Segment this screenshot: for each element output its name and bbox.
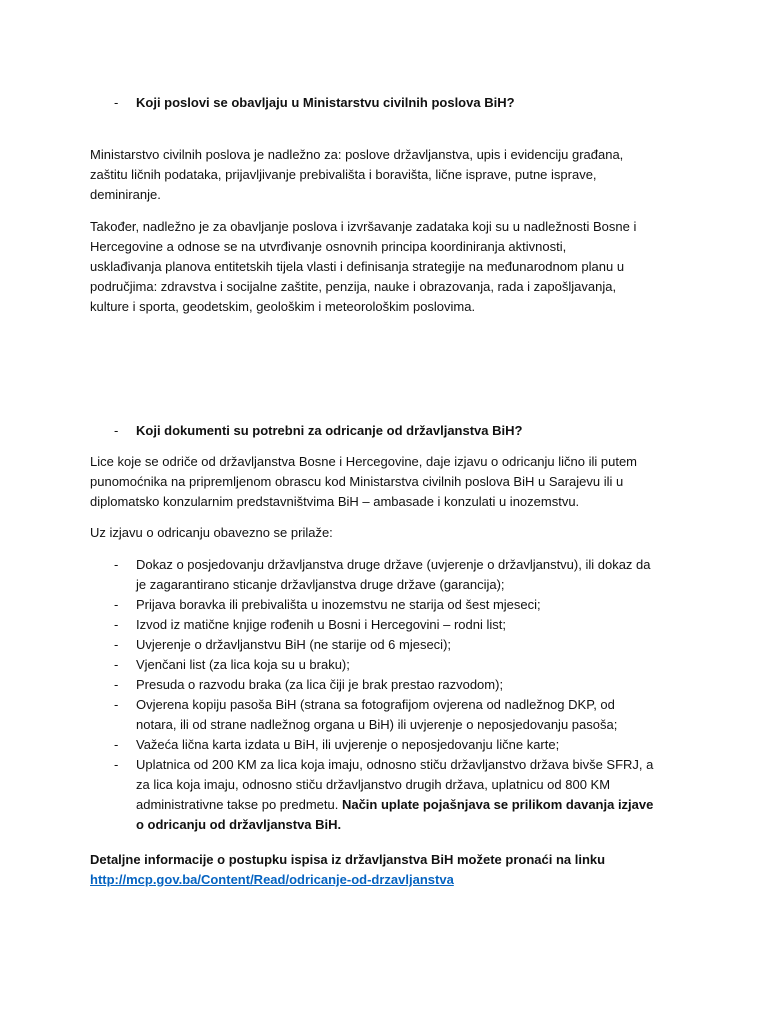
bullet-dash: -	[114, 737, 119, 752]
paragraph-line: Hercegovine a odnose se na utvrđivanje osnovnih principa koordiniranja aktivnosti,	[90, 239, 567, 254]
bullet-dash: -	[114, 597, 119, 612]
renunciation-info-link[interactable]: http://mcp.gov.ba/Content/Read/odricanje-od-drzavljanstva	[90, 872, 454, 887]
paragraph-additional-responsibilities	[90, 217, 690, 317]
paragraph-line: Također, nadležno je za obavljanje poslova i izvršavanje zadataka koji su u nadležnosti Bosne i	[90, 219, 637, 234]
question-2	[114, 421, 522, 441]
question-1	[114, 93, 515, 113]
list-item-line: notara, ili od strane nadležnog organa u BiH) ili uvjerenje o neposjedovanju pasoša;	[136, 717, 618, 732]
list-item-payment	[114, 755, 704, 835]
bullet-dash: -	[114, 557, 119, 572]
question-1-text: Koji poslovi se obavljaju u Ministarstvu civilnih poslova BiH?	[136, 95, 515, 110]
list-item-line: Vjenčani list (za lica koja su u braku);	[136, 657, 350, 672]
required-documents-list	[114, 555, 704, 835]
details-info-text: Detaljne informacije o postupku ispisa iz državljanstva BiH možete pronaći na linku	[90, 852, 606, 867]
paragraph-line: Ministarstvo civilnih poslova je nadležno za: poslove državljanstva, upis i evidenciju građana,	[90, 147, 624, 162]
paragraph-line: diplomatsko konzularnim predstavništvima BiH – ambasade i konzulati u inozemstvu.	[90, 494, 580, 509]
list-intro	[90, 523, 690, 543]
paragraph-line: usklađivanja planova entitetskih tijela vlasti i definisanja strategije na međunarodnom planu u	[90, 259, 625, 274]
list-item-line: Uvjerenje o državljanstvu BiH (ne starije od 6 mjeseci);	[136, 637, 452, 652]
payment-method-note-continued: o odricanju od državljanstva BiH.	[136, 817, 342, 832]
bullet-dash: -	[114, 657, 119, 672]
list-item-line: za lica koja imaju, odnosno stiču državljanstvo drugih država, uplatnicu od 800 KM	[136, 777, 611, 792]
list-item-line: Dokaz o posjedovanju državljanstva druge države (uvjerenje o državljanstvu), ili dokaz da	[136, 557, 651, 572]
bullet-dash: -	[114, 95, 119, 110]
payment-note-text: administrativne takse po predmetu.	[136, 797, 339, 812]
bullet-dash: -	[114, 677, 119, 692]
question-2-text: Koji dokumenti su potrebni za odricanje od državljanstva BiH?	[136, 423, 523, 438]
list-item-line: Prijava boravka ili prebivališta u inozemstvu ne starija od šest mjeseci;	[136, 597, 541, 612]
list-item	[114, 615, 704, 635]
list-item	[114, 595, 704, 615]
paragraph-line: područjima: zdravstva i socijalne zaštite, penzija, nauke i obrazovanja, rada i zapošljavanja,	[90, 279, 617, 294]
paragraph-line: kulture i sporta, geodetskim, geološkim i meteorološkim poslovima.	[90, 299, 476, 314]
paragraph-line: deminiranje.	[90, 187, 161, 202]
bullet-dash: -	[114, 637, 119, 652]
bullet-dash: -	[114, 617, 119, 632]
paragraph-line: Lice koje se odriče od državljanstva Bosne i Hercegovine, daje izjavu o odricanju lično ili putem	[90, 454, 638, 469]
list-item	[114, 635, 704, 655]
list-item-line: je zagarantirano sticanje državljanstva druge države (garancija);	[136, 577, 505, 592]
list-item	[114, 735, 704, 755]
details-info	[90, 850, 690, 890]
bullet-dash: -	[114, 757, 119, 772]
paragraph-line: punomoćnika na pripremljenom obrascu kod Ministarstva civilnih poslova BiH u Sarajevu ili u	[90, 474, 624, 489]
list-item	[114, 555, 704, 595]
list-item-line: Presuda o razvodu braka (za lica čiji je brak prestao razvodom);	[136, 677, 504, 692]
list-item-line	[136, 795, 704, 815]
list-item-line: Ovjerena kopiju pasoša BiH (strana sa fotografijom ovjerena od nadležnog DKP, od	[136, 697, 615, 712]
paragraph-line: zaštitu ličnih podataka, prijavljivanje prebivališta i boravišta, lične isprave, putne isprave,	[90, 167, 597, 182]
list-item	[114, 695, 704, 735]
payment-method-note: Način uplate pojašnjava se prilikom davanja izjave	[341, 797, 654, 812]
bullet-dash: -	[114, 423, 119, 438]
list-item-line: Izvod iz matične knjige rođenih u Bosni i Hercegovini – rodni list;	[136, 617, 506, 632]
list-item	[114, 675, 704, 695]
list-item-line: Važeća lična karta izdata u BiH, ili uvjerenje o neposjedovanju lične karte;	[136, 737, 560, 752]
paragraph-responsibilities	[90, 145, 690, 205]
list-item	[114, 655, 704, 675]
bullet-dash: -	[114, 697, 119, 712]
list-item-line: Uplatnica od 200 KM za lica koja imaju, odnosno stiču državljanstvo država bivše SFRJ, a	[136, 757, 654, 772]
paragraph-renunciation-intro	[90, 452, 690, 512]
list-intro-text: Uz izjavu o odricanju obavezno se prilaže:	[90, 525, 333, 540]
